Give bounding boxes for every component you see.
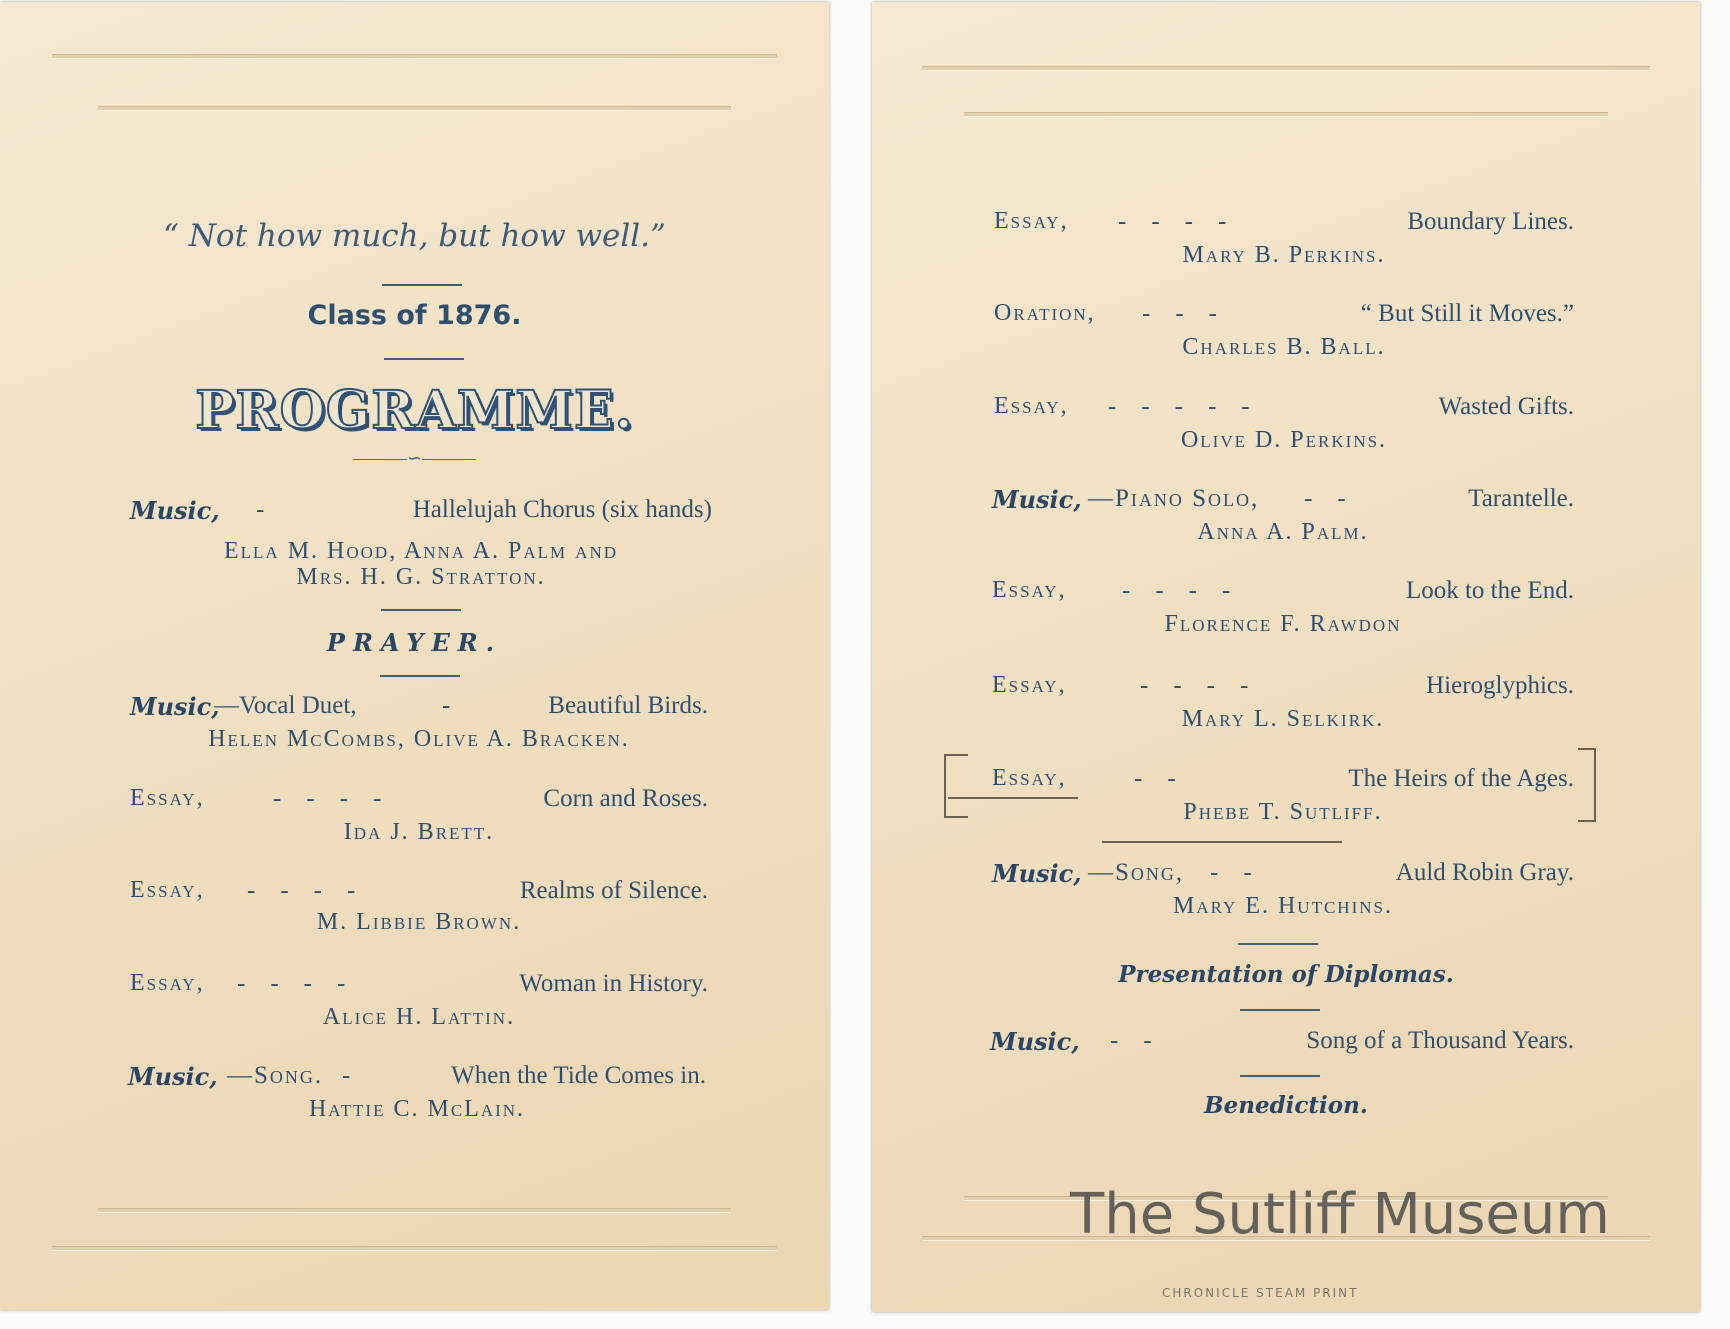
programme-card-right [872,2,1700,1312]
divider [382,284,462,286]
programme-heading: PROGRAMME. [195,380,634,441]
item-label: Music, [128,1062,218,1091]
embossed-border-top [922,66,1650,71]
embossed-border-top-inner [98,106,731,111]
pencil-bracket-left [944,754,968,818]
item-title: Corn and Roses. [543,785,708,812]
item-label: Music, [992,485,1082,514]
item-title: Hallelujah Chorus (six hands) [412,496,712,523]
item-label: Essay, [992,577,1067,603]
item-label: Essay, [992,765,1067,791]
item-dashes: - - - - [273,785,382,812]
item-label: Essay, [130,877,205,903]
item-title: Song of a Thousand Years. [1306,1027,1574,1054]
program-item [130,692,708,752]
performer-names: Ida J. Brett. [343,819,495,845]
program-item-row [130,785,708,819]
performer-names: Anna A. Palm. [1197,519,1369,545]
item-dashes: - - - - [237,970,346,997]
performer-names: Mrs. H. G. Stratton. [296,564,546,590]
printer-imprint: CHRONICLE STEAM PRINT [1162,1286,1359,1300]
program-item-row [990,1027,1574,1061]
performer-names: Hattie C. McLain. [308,1096,526,1122]
embossed-border-top-inner [964,112,1608,117]
program-item-highlighted [992,765,1574,825]
divider [1238,943,1318,945]
item-title: Look to the End. [1405,577,1574,604]
item-title: Auld Robin Gray. [1395,859,1574,886]
item-dashes: - [256,496,265,523]
divider [1240,1009,1320,1011]
benediction-heading: Benediction. [1204,1092,1368,1119]
performer-names: M. Libbie Brown. [316,909,522,935]
item-dashes: - - - - [1140,672,1249,699]
divider [1240,1075,1320,1077]
performer-names: Mary B. Perkins. [1182,242,1386,268]
item-dashes: - - - - [1118,208,1227,235]
item-label: Music, [130,496,220,525]
program-item-row [130,970,708,1004]
item-dashes: - - - - [1122,577,1231,604]
item-dashes: - - - [1142,300,1217,327]
pencil-bracket-right [1578,748,1596,822]
item-kind: —Vocal Duet, [214,692,357,719]
item-kind: —Piano Solo, [1088,485,1260,512]
program-item-row [994,300,1574,334]
item-label: Essay, [130,970,205,996]
program-item [994,393,1574,453]
program-item-row [992,485,1574,519]
program-item-row [992,859,1574,893]
embossed-border-top [52,54,777,59]
presentation-heading: Presentation of Diplomas. [1118,961,1454,988]
class-year: Class of 1876. [307,300,522,331]
program-item [128,1062,706,1122]
embossed-border-bottom-inner [98,1208,731,1213]
program-item [994,208,1574,268]
embossed-border-bottom [52,1246,777,1251]
program-item [994,300,1574,360]
performer-names: Florence F. Rawdon [1164,611,1402,637]
program-item-row [128,1062,706,1096]
item-title: “ But Still it Moves.” [1360,300,1574,327]
divider [384,358,464,360]
program-item [992,577,1574,637]
item-title: When the Tide Comes in. [451,1062,706,1089]
programme-card-left [0,2,829,1310]
item-title: Boundary Lines. [1407,208,1574,235]
item-title: Beautiful Birds. [548,692,708,719]
performer-names: Phebe T. Sutliff. [1183,799,1383,825]
program-item-row [992,577,1574,611]
program-item [992,859,1574,919]
item-dashes: - [442,692,451,719]
program-item-row [130,877,708,911]
program-item-opening-music [130,496,712,590]
program-item-row [130,692,708,726]
item-label: Oration, [994,300,1096,326]
item-dashes: - - [1304,485,1346,512]
program-item-row [994,208,1574,242]
item-label: Music, [992,859,1082,888]
performer-names: Mary E. Hutchins. [1173,893,1393,919]
prayer-heading: PRAYER. [326,628,503,657]
program-item [130,877,708,935]
item-label: Essay, [130,785,205,811]
item-label: Music, [990,1027,1080,1056]
item-title: Woman in History. [519,970,708,997]
performer-names: Helen McCombs, Olive A. Bracken. [208,726,630,752]
performer-names: Mary L. Selkirk. [1181,706,1385,732]
program-item [130,970,708,1030]
divider [380,675,460,677]
item-dashes: - - [1134,765,1176,792]
item-label: Music, [130,692,220,721]
performer-names: Charles B. Ball. [1182,334,1386,360]
program-item-row [994,393,1574,427]
pencil-underline [1102,841,1342,843]
item-label: Essay, [994,393,1069,419]
item-title: Tarantelle. [1468,485,1574,512]
item-dashes: - - [1210,859,1252,886]
program-item-row [992,765,1574,799]
performer-names: Alice H. Lattin. [322,1004,516,1030]
ornament-divider: ———∽——— [352,448,477,468]
program-item [992,485,1574,545]
item-dashes: - [342,1062,351,1089]
divider [381,609,461,611]
program-item [992,672,1574,732]
item-dashes: - - - - - [1108,393,1250,420]
museum-watermark: The Sutliff Museum [1070,1182,1610,1247]
motto: “ Not how much, but how well.” [163,218,666,254]
item-dashes: - - [1110,1027,1152,1054]
item-kind: —Song. [227,1062,324,1089]
item-label: Essay, [992,672,1067,698]
item-title: The Heirs of the Ages. [1348,765,1574,792]
item-title: Hieroglyphics. [1426,672,1574,699]
item-title: Wasted Gifts. [1438,393,1574,420]
program-item-closing-music [990,1027,1574,1061]
program-item [130,785,708,845]
item-dashes: - - - - [247,877,356,904]
program-item-row [130,496,712,530]
performer-names: Olive D. Perkins. [1180,427,1388,453]
performer-names: Ella M. Hood, Anna A. Palm and [223,538,618,564]
item-label: Essay, [994,208,1069,234]
pencil-underline [948,797,1078,799]
program-item-row [992,672,1574,706]
item-title: Realms of Silence. [519,877,708,904]
item-kind: —Song, [1088,859,1185,886]
